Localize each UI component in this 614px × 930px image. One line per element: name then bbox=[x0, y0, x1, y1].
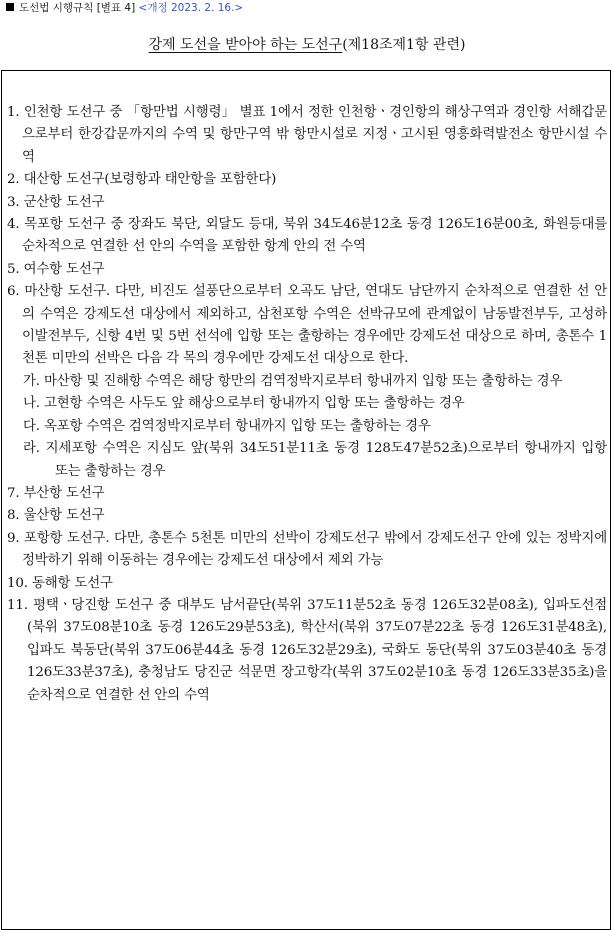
title-reference: (제18조제1항 관련) bbox=[342, 37, 466, 53]
list-item: 8. 울산항 도선구 bbox=[7, 508, 105, 524]
list-item: 3. 군산항 도선구 bbox=[7, 194, 105, 210]
sub-list-item: 나. 고현항 수역은 사두도 앞 해상으로부터 항내까지 입항 또는 출항하는 경우 bbox=[23, 396, 465, 412]
pilotage-area-list bbox=[7, 102, 607, 707]
list-item: 5. 여수항 도선구 bbox=[7, 261, 105, 277]
sub-list-item: 라. 지세포항 수역은 지심도 앞(북위 34도51분11초 동경 128도47분52초)으로부터 항내까지 입항 또는 출항하는 경우 bbox=[23, 441, 607, 479]
list-item: 11. 평택ㆍ당진항 도선구 중 대부도 남서끝단(북위 37도11분52초 동경 126도32분08초), 입파도선점(북위 37도08분10초 동경 126도29분53초), 학산서(북위 37도07분22초 동경 126도31분48초), 입파도 북동단(북위 37도06분44초 동경 126도32분29초), 국화도 동단(북위 37도03분40초 동경 126도33분37초), 충청남도 당진군 석문면 장고항각(북위 37도02분10초 동경 126도33분35초)을 순차적으로 연결한 선 안의 수역 bbox=[7, 597, 607, 703]
list-item: 2. 대산항 도선구(보령항과 태안항을 포함한다) bbox=[7, 172, 277, 188]
document-header bbox=[6, 1, 243, 15]
list-item: 6. 마산항 도선구. 다만, 비진도 설풍단으로부터 오곡도 남단, 연대도 남단까지 순차적으로 연결한 선 안의 수역은 강제도선 대상에서 제외하고, 삼천포항 수역은 선박규모에 관계없이 남동발전부두, 고성하이발전부두, 신항 4번 및 5번 선석에 입항 또는 출항하는 경우에만 강제도선 대상으로 하며, 총톤수 1천톤 미만의 선박은 다음 각 목의 경우에만 강제도선 대상으로 한다. bbox=[7, 284, 607, 367]
page-title bbox=[0, 36, 614, 54]
annex-label: [별표 4] bbox=[96, 2, 136, 14]
list-item: 4. 목포항 도선구 중 장좌도 북단, 외달도 등대, 북위 34도46분12초 동경 126도16분00초, 화원등대를 순차적으로 연결한 선 안의 수역을 포함한 항계 안의 전 수역 bbox=[7, 217, 607, 255]
black-square-icon bbox=[6, 3, 14, 11]
list-item: 7. 부산항 도선구 bbox=[7, 485, 105, 501]
list-item: 10. 동해항 도선구 bbox=[7, 575, 113, 591]
law-name: 도선법 시행규칙 bbox=[19, 2, 94, 14]
sub-list-item: 다. 옥포항 수역은 검역정박지로부터 항내까지 입항 또는 출항하는 경우 bbox=[23, 418, 431, 434]
list-item: 1. 인천항 도선구 중 「항만법 시행령」 별표 1에서 정한 인천항ㆍ경인항의 해상구역과 경인항 서해갑문으로부터 한강갑문까지의 수역 및 항만구역 밖 항만시설로 지정ㆍ고시된 영흥화력발전소 항만시설 수역 bbox=[7, 105, 607, 165]
sub-list-item: 가. 마산항 및 진해항 수역은 해당 항만의 검역정박지로부터 항내까지 입항 또는 출항하는 경우 bbox=[23, 373, 563, 389]
list-item: 9. 포항항 도선구. 다만, 총톤수 5천톤 미만의 선박이 강제도선구 밖에서 강제도선구 안에 있는 정박지에 정박하기 위해 이동하는 경우에는 강제도선 대상에서 제외 가능 bbox=[7, 530, 607, 569]
title-main: 강제 도선을 받아야 하는 도선구 bbox=[148, 37, 343, 53]
amendment-link[interactable]: <개정 2023. 2. 16.> bbox=[138, 2, 244, 14]
content-box bbox=[1, 70, 611, 930]
